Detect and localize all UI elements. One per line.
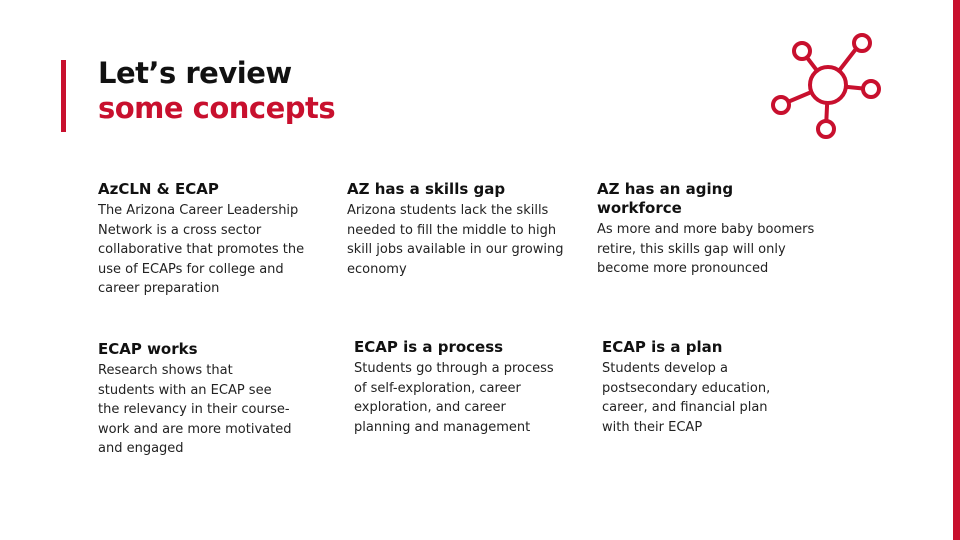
- concept-heading: ECAP is a process: [354, 338, 504, 356]
- concept-body: Research shows that students with an ECAP see the relevancy in their course-work and are more motivated and engaged: [98, 363, 292, 456]
- network-hub-icon: [768, 30, 888, 145]
- concept-heading: ECAP is a plan: [602, 338, 723, 356]
- concept-ecap-works: [98, 340, 293, 459]
- concept-heading: ECAP works: [98, 340, 198, 358]
- concept-ecap-process: [354, 338, 554, 437]
- right-edge-accent-bar: [953, 0, 960, 540]
- concept-heading: AZ has a skills gap: [347, 180, 506, 198]
- concept-heading: AZ has an aging workforce: [597, 180, 734, 217]
- concept-azcln-ecap: [98, 180, 320, 299]
- slide-title-line-2: some concepts: [98, 91, 336, 125]
- concept-body: As more and more baby boomers retire, this skills gap will only become more pronounced: [597, 222, 815, 276]
- slide-title-line-1: Let’s review: [98, 56, 292, 90]
- concept-aging-workforce: [597, 180, 822, 279]
- concept-body: Students go through a process of self-exploration, career exploration, and career planning and management: [354, 361, 554, 435]
- concept-body: Arizona students lack the skills needed to fill the middle to high skill jobs available in our growing economy: [347, 203, 564, 277]
- concept-body: The Arizona Career Leadership Network is a cross sector collaborative that promotes the use of ECAPs for college and career preparation: [98, 203, 305, 296]
- title-accent-bar: [61, 60, 66, 132]
- slide-title: [98, 56, 335, 126]
- concept-body: Students develop a postsecondary education, career, and financial plan with their ECAP: [602, 361, 771, 435]
- concept-heading: AzCLN & ECAP: [98, 180, 219, 198]
- concept-ecap-plan: [602, 338, 797, 437]
- concept-skills-gap: [347, 180, 569, 279]
